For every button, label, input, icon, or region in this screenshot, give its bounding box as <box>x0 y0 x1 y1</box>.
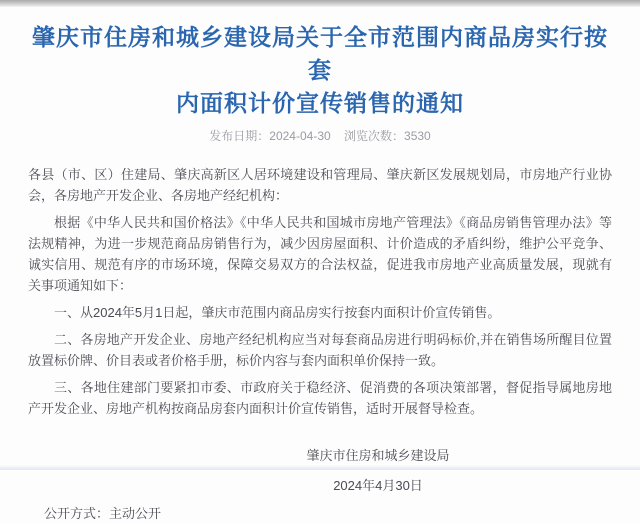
view-count-value: 3530 <box>404 129 431 143</box>
disclosure-method-value: 主动公开 <box>109 506 162 521</box>
disclosure-method-label: 公开方式： <box>44 506 110 521</box>
salutation-paragraph: 各县（市、区）住建局、肇庆高新区人居环境建设和管理局、肇庆新区发展规划局，市房地产行业协会，各房地产开发企业、各房地产经纪机构： <box>28 167 612 203</box>
view-count-label: 浏览次数： <box>344 129 405 143</box>
intro-paragraph: 根据《中华人民共和国价格法》《中华人民共和国城市房地产管理法》《商品房销售管理办法》等法规精神，为进一步规范商品房销售行为，减少因房屋面积、计价造成的矛盾纠纷，维护公平竞争、诚实信用、规范有序的市场环境，保障交易双方的合法权益，促进我市房地产业高质量发展，现就有关事项通知如下： <box>28 215 612 293</box>
photo-top-edge <box>0 0 640 7</box>
notice-document <box>0 21 640 524</box>
notice-body <box>28 164 612 419</box>
publish-date-group <box>209 129 330 143</box>
item-2-paragraph: 二、各房地产开发企业、房地产经纪机构应当对每套商品房进行明码标价,并在销售场所醒目位置放置标价牌、价目表或者价格手册，标价内容与套内面积单价保持一致。 <box>28 332 612 368</box>
signature-date: 2024年4月30日 <box>333 478 423 493</box>
publish-date-label: 发布日期： <box>209 129 270 143</box>
signature-organization: 肇庆市住房和城乡建设局 <box>306 448 450 463</box>
view-count-group <box>344 129 431 143</box>
meta-line <box>28 129 612 144</box>
disclosure-method-line <box>28 503 612 524</box>
signature-block <box>86 445 640 496</box>
page-title-line1: 肇庆市住房和城乡建设局关于全市范围内商品房实行按套 <box>32 24 608 83</box>
page-title-line2: 内面积计价宣传销售的通知 <box>176 90 464 116</box>
photo-bottom-edge <box>0 465 640 470</box>
page-title <box>28 21 612 120</box>
item-3-paragraph: 三、各地住建部门要紧扣市委、市政府关于稳经济、促消费的各项决策部署，督促指导属地房地产开发企业、房地产机构按商品房套内面积计价宣传销售，适时开展督导检查。 <box>28 380 612 416</box>
publish-date-value: 2024-04-30 <box>269 129 331 143</box>
item-1-paragraph: 一、从2024年5月1日起，肇庆市范围内商品房实行按套内面积计价宣传销售。 <box>54 305 501 320</box>
